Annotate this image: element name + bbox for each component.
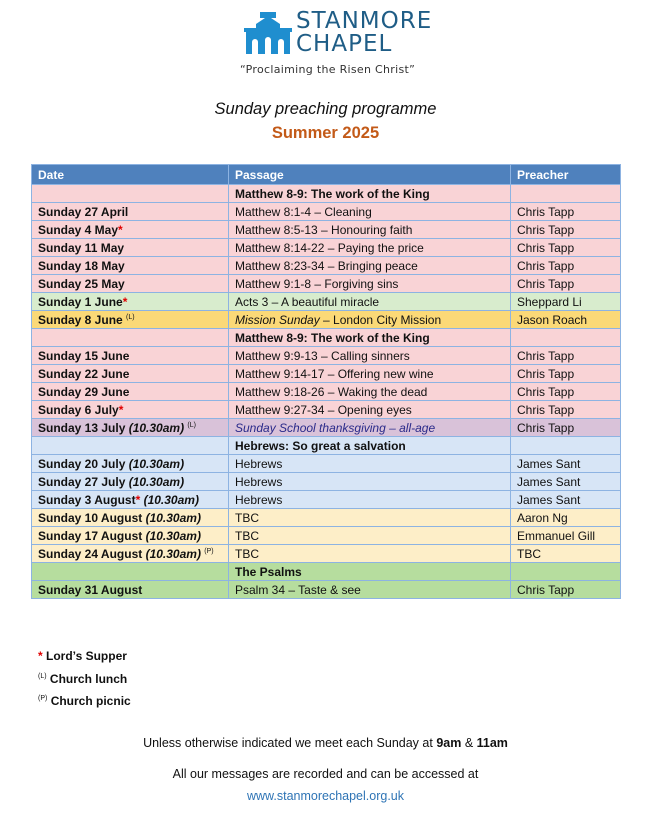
preacher-cell: TBC [511,545,621,563]
date-text: Sunday 31 August [38,583,143,597]
passage-cell [229,491,511,509]
passage-cell [229,293,511,311]
lords-supper-star: * [118,223,123,237]
passage-text: Hebrews: So great a salvation [235,439,406,453]
passage-cell [229,347,511,365]
passage-text: Hebrews [235,475,283,489]
date-cell [32,473,229,491]
date-cell [32,221,229,239]
service-time: (10.30am) [145,511,201,525]
date-cell [32,545,229,563]
date-text: Sunday 11 May [38,241,125,255]
passage-cell [229,365,511,383]
passage-cell [229,311,511,329]
date-cell [32,455,229,473]
passage-text: Matthew 9:27-34 – Opening eyes [235,403,412,417]
ampersand: & [461,736,477,750]
passage-text: Matthew 9:14-17 – Offering new wine [235,367,434,381]
date-cell [32,437,229,455]
passage-cell [229,527,511,545]
date-text: Sunday 29 June [38,385,130,399]
passage-text: The Psalms [235,565,302,579]
preacher-cell: Chris Tapp [511,383,621,401]
lunch-mark: (L) [38,672,47,680]
table-row [32,257,621,275]
page-subtitle: Summer 2025 [271,124,380,142]
service-time: (10.30am) [128,421,185,435]
date-text: Sunday 27 July [38,475,129,489]
table-header-row [32,165,621,185]
table-row [32,401,621,419]
preacher-cell [511,329,621,347]
legend-lords-supper [38,647,131,667]
passage-text: Hebrews [235,493,283,507]
table-row [32,293,621,311]
table-row [32,383,621,401]
table-body [32,185,621,599]
preacher-cell: Chris Tapp [511,347,621,365]
lords-supper-star: * [122,295,128,309]
header-passage: Passage [229,165,511,185]
table-row [32,347,621,365]
star-symbol: * [38,649,43,663]
date-cell [32,563,229,581]
preacher-cell: Chris Tapp [511,257,621,275]
table-row [32,275,621,293]
date-cell [32,365,229,383]
date-text: Sunday 13 July [38,421,129,435]
date-text: Sunday 27 April [38,205,129,219]
passage-text: Matthew 8:5-13 – Honouring faith [235,223,413,237]
table-row [32,455,621,473]
preacher-cell [511,563,621,581]
passage-cell [229,545,511,563]
legend-church-lunch-label: Church lunch [49,671,128,686]
preacher-cell: Chris Tapp [511,203,621,221]
table-row [32,221,621,239]
passage-cell [229,437,511,455]
passage-cell [229,509,511,527]
chapel-logo [240,8,433,76]
preacher-cell: James Sant [511,473,621,491]
preacher-cell: Jason Roach [511,311,621,329]
logo-line-2: CHAPEL [296,31,393,57]
passage-text: Psalm 34 – Taste & see [235,583,361,597]
service-time: (10.30am) [128,457,185,471]
meeting-times-note [0,736,651,750]
preaching-table [31,164,621,599]
passage-text: Matthew 9:1-8 – Forgiving sins [235,277,399,291]
preacher-cell: Sheppard Li [511,293,621,311]
lords-supper-star: * [135,493,141,507]
passage-text: Matthew 8:1-4 – Cleaning [235,205,372,219]
passage-text: Acts 3 – A beautiful miracle [235,295,380,309]
header-preacher: Preacher [511,165,621,185]
recordings-note: All our messages are recorded and can be accessed at [172,767,479,781]
chapel-building-icon [244,12,292,54]
passage-text: Matthew 8-9: The work of the King [235,331,430,345]
passage-cell [229,563,511,581]
website-link[interactable]: www.stanmorechapel.org.uk [246,789,405,803]
section-header-row [32,329,621,347]
legend-lords-supper-label: Lord’s Supper [46,649,127,663]
preacher-cell: Chris Tapp [511,239,621,257]
passage-cell [229,185,511,203]
passage-cell [229,203,511,221]
preacher-cell: Chris Tapp [511,221,621,239]
preacher-cell: Aaron Ng [511,509,621,527]
date-cell [32,383,229,401]
passage-text: Matthew 9:9-13 – Calling sinners [235,349,410,363]
table-row [32,311,621,329]
date-cell [32,347,229,365]
preacher-cell: James Sant [511,491,621,509]
table-row [32,203,621,221]
date-text: Sunday 18 May [38,259,125,273]
passage-text: Matthew 8:14-22 – Paying the price [235,241,424,255]
date-cell [32,491,229,509]
event-mark: (P) [204,548,214,555]
date-text: Sunday 20 July [38,457,129,471]
date-cell [32,419,229,437]
preacher-cell: Chris Tapp [511,365,621,383]
page-title: Sunday preaching programme [214,100,437,118]
passage-text: Matthew 9:18-26 – Waking the dead [235,385,428,399]
event-mark: (L) [187,422,196,429]
passage-text: Matthew 8-9: The work of the King [235,187,430,201]
date-cell [32,311,229,329]
table-row [32,527,621,545]
time-11am: 11am [476,736,508,750]
passage-cell [229,401,511,419]
date-cell [32,293,229,311]
section-header-row [32,437,621,455]
passage-cell [229,581,511,599]
date-text: Sunday 1 June [38,295,123,309]
date-cell [32,401,229,419]
meeting-times-text: Unless otherwise indicated we meet each Sunday at [143,736,437,750]
date-text: Sunday 10 August [38,511,146,525]
passage-cell [229,455,511,473]
date-text: Sunday 24 August [38,547,146,561]
header-date: Date [32,165,229,185]
table-row [32,473,621,491]
date-text: Sunday 3 August [38,493,136,507]
section-header-row [32,563,621,581]
date-text: Sunday 4 May [38,223,119,237]
date-cell [32,329,229,347]
passage-cell [229,257,511,275]
passage-text: TBC [235,547,259,561]
table-row [32,491,621,509]
date-cell [32,203,229,221]
table-row [32,509,621,527]
date-text: Sunday 15 June [38,349,130,363]
date-cell [32,257,229,275]
legend-church-picnic [38,689,131,712]
date-text: Sunday 22 June [38,367,130,381]
passage-cell [229,239,511,257]
passage-cell [229,329,511,347]
date-text: Sunday 6 July [38,403,119,417]
passage-cell [229,383,511,401]
picnic-mark: (P) [38,695,48,702]
table-row [32,419,621,437]
date-cell [32,581,229,599]
date-text: Sunday 17 August [38,529,146,543]
passage-cell [229,473,511,491]
passage-text: Sunday School thanksgiving – all-age [235,421,436,435]
table-row [32,365,621,383]
preacher-cell: James Sant [511,455,621,473]
passage-emphasis: Mission Sunday [235,313,320,327]
date-text: Sunday 8 June [38,313,123,327]
preacher-cell: Emmanuel Gill [511,527,621,545]
passage-text: Matthew 8:23-34 – Bringing peace [235,259,418,273]
lords-supper-star: * [118,403,124,417]
legend-church-picnic-label: Church picnic [50,694,131,708]
legend [38,647,131,712]
section-header-row [32,185,621,203]
table-row [32,239,621,257]
date-cell [32,509,229,527]
passage-text: Hebrews [235,457,283,471]
table-row [32,581,621,599]
passage-text: TBC [235,529,259,543]
logo-line-1: STANMORE [296,8,433,34]
preacher-cell [511,185,621,203]
service-time: (10.30am) [128,475,185,489]
preacher-cell [511,437,621,455]
date-cell [32,185,229,203]
logo-wordmark [296,10,432,56]
service-time: (10.30am) [145,529,201,543]
time-9am: 9am [436,736,462,750]
logo-tagline: “Proclaiming the Risen Christ” [240,63,416,76]
passage-cell [229,419,511,437]
date-cell [32,239,229,257]
service-time: (10.30am) [145,547,201,561]
preacher-cell: Chris Tapp [511,275,621,293]
passage-text: – London City Mission [319,313,442,327]
preacher-cell: Chris Tapp [511,419,621,437]
passage-text: TBC [235,511,259,525]
date-text: Sunday 25 May [38,277,125,291]
date-cell [32,527,229,545]
passage-cell [229,221,511,239]
table-row [32,545,621,563]
legend-church-lunch [38,667,131,690]
service-time: (10.30am) [140,493,199,507]
passage-cell [229,275,511,293]
event-mark: (L) [126,314,135,321]
preacher-cell: Chris Tapp [511,581,621,599]
date-cell [32,275,229,293]
preacher-cell: Chris Tapp [511,401,621,419]
